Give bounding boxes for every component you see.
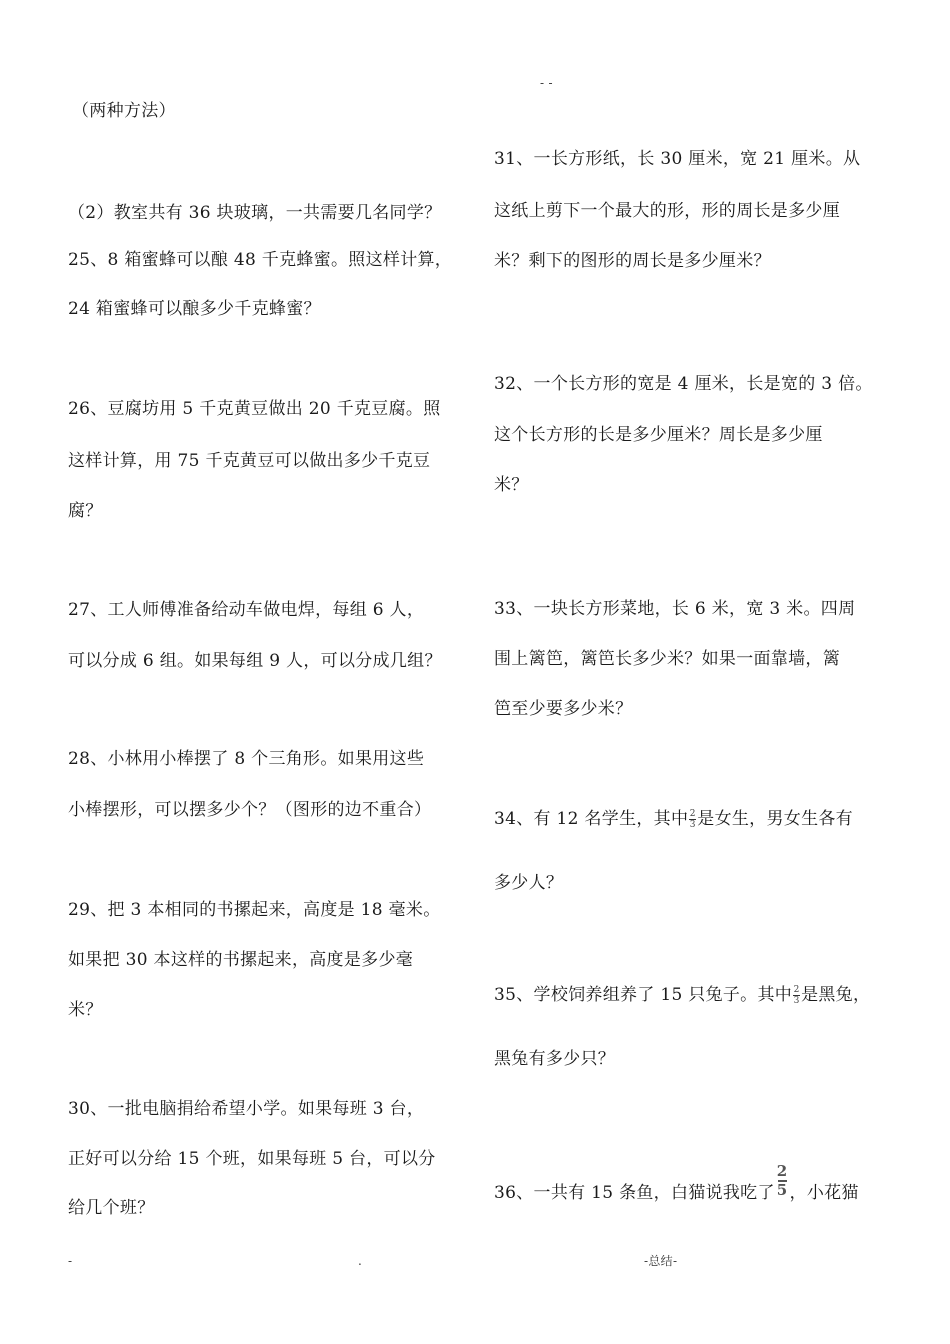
text-line: 多少人？: [494, 873, 564, 893]
text-line: 29、把 3 本相同的书摞起来，高度是 18 毫米。: [68, 900, 441, 920]
question-34-line1: [494, 808, 853, 830]
fraction-denominator: 5: [776, 1181, 788, 1199]
text-line: 这样计算，用 75 千克黄豆可以做出多少千克豆: [68, 451, 431, 471]
text-line: 24 箱蜜蜂可以酿多少千克蜂蜜？: [68, 299, 321, 319]
fraction-numerator: 2: [689, 809, 696, 819]
text-line: 27、工人师傅准备给动车做电焊，每组 6 人，: [68, 600, 425, 620]
text-line: （2）教室共有 36 块玻璃，一共需要几名同学？: [68, 203, 442, 223]
text-line: 28、小林用小棒摆了 8 个三角形。如果用这些: [68, 749, 425, 769]
text-line: 米？: [494, 475, 529, 495]
text-line: 这个长方形的长是多少厘米？周长是多少厘: [494, 425, 823, 445]
text-line: （两种方法）: [72, 101, 176, 121]
text-run: 是女生，男女生各有: [697, 809, 853, 829]
text-line: 32、一个长方形的宽是 4 厘米，长是宽的 3 倍。: [494, 374, 873, 394]
text-run: 是黑兔，: [801, 985, 871, 1005]
text-line: 31、一长方形纸，长 30 厘米，宽 21 厘米。从: [494, 149, 861, 169]
text-line: 可以分成 6 组。如果每组 9 人，可以分成几组？: [68, 651, 442, 671]
text-line: 小棒摆形，可以摆多少个？（图形的边不重合）: [68, 800, 432, 820]
footer-text: -总结-: [644, 1254, 678, 1268]
text-line: 25、8 箱蜜蜂可以酿 48 千克蜂蜜。照这样计算，: [68, 250, 453, 270]
text-line: 正好可以分给 15 个班，如果每班 5 台，可以分: [68, 1149, 436, 1169]
text-line: 笆至少要多少米？: [494, 699, 633, 719]
text-line: 米？剩下的图形的周长是多少厘米？: [494, 251, 771, 271]
text-line: 腐？: [68, 501, 103, 521]
text-run: 36、一共有 15 条鱼，白猫说我吃了: [494, 1183, 775, 1203]
header-mark: - -: [540, 76, 553, 90]
text-line: 26、豆腐坊用 5 千克黄豆做出 20 千克豆腐。照: [68, 399, 441, 419]
fraction-denominator: 3: [689, 820, 696, 830]
fraction-numerator: 2: [776, 1162, 788, 1180]
text-line: 米？: [68, 1000, 103, 1020]
fraction: [689, 810, 696, 829]
text-line: 如果把 30 本这样的书摞起来，高度是多少毫: [68, 950, 414, 970]
fraction-denominator: 3: [793, 996, 800, 1006]
fraction-numerator: 2: [793, 985, 800, 995]
text-line: 33、一块长方形菜地，长 6 米，宽 3 米。四周: [494, 599, 856, 619]
fraction: [777, 1164, 788, 1198]
text-run: ，小花猫: [789, 1183, 859, 1203]
question-35-line1: [494, 984, 870, 1006]
question-36-line1: [494, 1162, 859, 1204]
text-line: 黑兔有多少只？: [494, 1049, 616, 1069]
text-line: 给几个班？: [68, 1198, 155, 1218]
text-line: 围上篱笆，篱笆长多少米？如果一面靠墙，篱: [494, 649, 840, 669]
text-run: 34、有 12 名学生，其中: [494, 809, 689, 829]
footer-left-mark: -: [68, 1254, 73, 1268]
footer-center-mark: .: [358, 1254, 363, 1268]
text-line: 30、一批电脑捐给希望小学。如果每班 3 台，: [68, 1099, 425, 1119]
fraction: [793, 986, 800, 1005]
text-run: 35、学校饲养组养了 15 只兔子。其中: [494, 985, 793, 1005]
text-line: 这纸上剪下一个最大的形，形的周长是多少厘: [494, 201, 840, 221]
